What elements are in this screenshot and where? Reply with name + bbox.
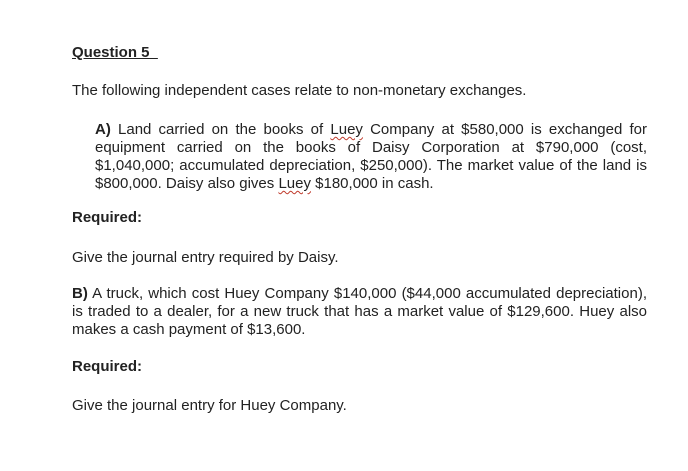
intro-text: The following independent cases relate to non-monetary exchanges. (72, 82, 527, 99)
company-name-luey: Luey (330, 121, 363, 138)
required-heading-2: Required: (72, 358, 143, 375)
case-b-text: A truck, which cost Huey Company $140,000 ($44,000 accumulated depreciation), is traded to a dealer, for a new truck that has a market value of $129,600. Huey also makes a cash payment of $13,600. (72, 285, 647, 338)
required-heading-1: Required: (72, 209, 143, 226)
case-a-paragraph (95, 121, 647, 193)
instruction-2: Give the journal entry for Huey Company. (72, 397, 347, 414)
case-a-text-2: Company at $580,000 is exchanged for equipment carried on the books of Daisy Corporation at $790,000 (cost, $1,040,000; accumulated depreciation, $250,000). The market value of the land is $800,000. Daisy also gives (95, 121, 648, 192)
case-a-text-1: Land carried on the books of (110, 121, 331, 138)
question-title: Question 5 (72, 44, 150, 61)
case-a-text-3: $180,000 in cash. (310, 175, 434, 192)
case-b-paragraph (72, 285, 647, 339)
case-a-label: A) (95, 121, 111, 138)
instruction-1: Give the journal entry required by Daisy. (72, 249, 339, 266)
company-name-luey-2: Luey (278, 175, 311, 192)
case-b-label: B) (72, 285, 88, 302)
